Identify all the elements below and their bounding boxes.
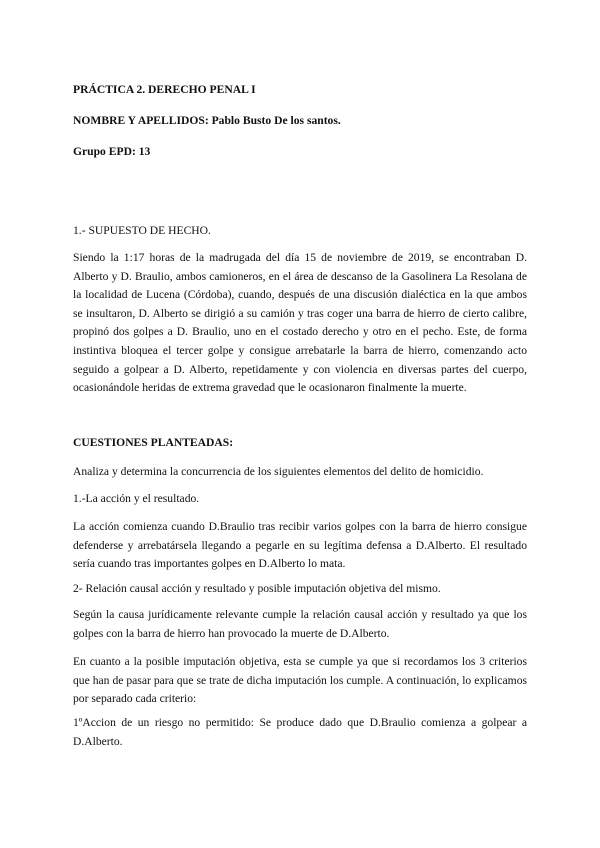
criterion-1: 1ºAccion de un riesgo no permitido: Se produce dado que D.Braulio comienza a golpear a D.Alberto. [73,716,527,748]
student-name-line: NOMBRE Y APELLIDOS: Pablo Busto De los santos. [73,114,341,127]
section-heading-questions: CUESTIONES PLANTEADAS: [73,436,234,449]
section-heading-facts: 1.- SUPUESTO DE HECHO. [73,224,211,237]
answer-3: En cuanto a la posible imputación objetiva, esta se cumple ya que si recordamos los 3 criterios que han de pasar para que se trate de dicha imputación los cumple. A continuación, lo explicamos por separado cada criterio: [73,655,527,706]
question-1: 1.-La acción y el resultado. [73,492,200,505]
answer-1: La acción comienza cuando D.Braulio tras recibir varios golpes con la barra de hierro consigue defenderse y arrebatársela llegando a pegarle en su legítima defensa a D.Alberto. El resultado sería cuando tras importantes golpes en D.Alberto lo mata. [73,520,527,571]
facts-paragraph: Siendo la 1:17 horas de la madrugada del día 15 de noviembre de 2019, se encontraban D. Alberto y D. Braulio, ambos camioneros, en el área de descanso de la Gasolinera La Resolana de la localidad de Lucena (Córdoba), cuando, después de una discusión dialéctica en la que ambos se insultaron, D. Alberto se dirigió a su camión y tras coger una barra de hierro de cierto calibre, propinó dos golpes a D. Braulio, uno en el costado derecho y otro en el pecho. Este, de forma instintiva bloquea el tercer golpe y consigue arrebatarle la barra de hierro, comenzando acto seguido a golpear a D. Alberto, repetidamente y con violencia en diversas partes del cuerpo, ocasionándole heridas de extrema gravedad que le ocasionaron finalmente la muerte. [73,251,527,395]
question-2: 2- Relación causal acción y resultado y posible imputación objetiva del mismo. [73,582,441,595]
document-title: PRÁCTICA 2. DERECHO PENAL I [73,83,256,96]
questions-intro: Analiza y determina la concurrencia de los siguientes elementos del delito de homicidio. [73,465,484,478]
answer-2: Según la causa jurídicamente relevante cumple la relación causal acción y resultado ya que los golpes con la barra de hierro han provocado la muerte de D.Alberto. [73,608,527,640]
group-line: Grupo EPD: 13 [73,145,151,158]
